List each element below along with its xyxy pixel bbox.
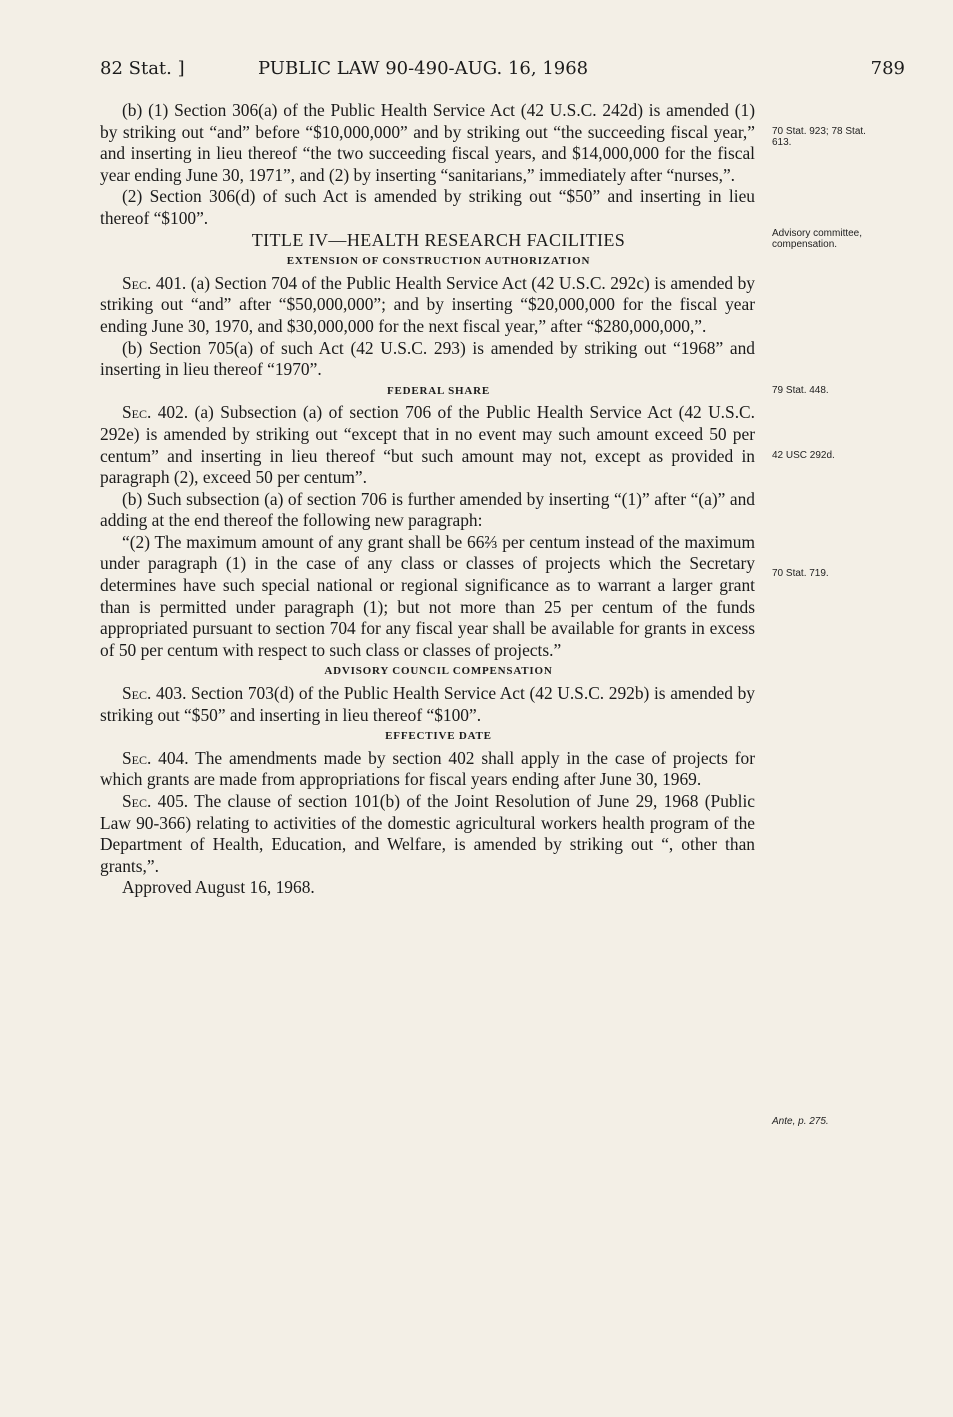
caption-extension: EXTENSION OF CONSTRUCTION AUTHORIZATION [286,255,591,268]
caption-federal-share: FEDERAL SHARE [386,384,490,397]
law-title: PUBLIC LAW 90-490-AUG. 16, 1968 [258,58,589,79]
section-402-quote: “(2) The maximum amount of any grant shall be 66⅔ per centum instead of the maximum under paragraph (1) in the case of any class or classes of projects which the Secretary determines have such special national or regional significance as to warrant a larger grant than is permitted under paragraph (1); but not more than 25 per centum of the funds appropriated pursuant to section 704 for any fiscal year shall be available for grants in excess of 50 per centum with respect to such class or classes of projects.” [100,531,755,660]
section-402-text: (a) Subsection (a) of section 706 of the Public Health Service Act (42 U.S.C. 292e) is amended by striking out “except that in no event may such amount exceed 50 per centum” and inserting in lieu thereof “but such amount may not, except as provided in paragraph (2), exceed 50 per centum”. [100,402,755,488]
section-404-label: Sec. 404. [122,747,189,768]
paragraph-2: (2) Section 306(d) of such Act is amended by striking out “$50” and inserting in lieu thereof “$100”. [100,186,755,228]
section-401-label: Sec. 401. [122,272,187,293]
margin-note-stat-923: 70 Stat. 923; 78 Stat. 613. [772,126,866,148]
section-402-label: Sec. 402. [122,402,189,423]
section-405 [100,791,755,877]
margin-note-ante: Ante, p. 275. [772,1116,829,1127]
section-401-b: (b) Section 705(a) of such Act (42 U.S.C. 293) is amended by striking out “1968” and inserting in lieu thereof “1970”. [100,337,755,380]
caption-advisory: ADVISORY COUNCIL COMPENSATION [324,665,553,678]
paragraph-b1: (b) (1) Section 306(a) of the Public Health Service Act (42 U.S.C. 242d) is amended (1) by striking out “and” before “$10,000,000” and by striking out “the succeeding fiscal year,” and inserting in lieu thereof “the two succeeding fiscal years, and $14,000,000 for the fiscal year ending June 30, 1971”, and (2) by inserting “sanitarians,” immediately after “nurses,”. [100,100,755,185]
section-405-text: The clause of section 101(b) of the Joint Resolution of June 29, 1968 (Public Law 90-366) relating to activities of the domestic agricultural workers health program of the Department of Health, Education, and Welfare, is amended by striking out “, other than grants,”. [100,791,756,876]
section-404 [100,748,755,791]
section-403 [100,683,755,726]
title-iv-heading: TITLE IV—HEALTH RESEARCH FACILITIES [251,229,626,250]
section-402 [100,402,755,488]
running-header [100,58,905,84]
section-405-label: Sec. 405. [122,791,189,811]
margin-note-stat-448: 79 Stat. 448. [772,385,829,396]
stat-reference: 82 Stat. ] [100,58,185,79]
section-402-b: (b) Such subsection (a) of section 706 is further amended by inserting “(1)” after “(a)” and adding at the end thereof the following new paragraph: [100,488,755,531]
margin-note-advisory: Advisory committee, compensation. [772,228,863,250]
margin-note-stat-719: 70 Stat. 719. [772,568,829,579]
margin-note-usc-292d: 42 USC 292d. [772,450,835,461]
section-401-text: (a) Section 704 of the Public Health Service Act (42 U.S.C. 292c) is amended by striking out “and” after “$50,000,000”; and by inserting “$20,000,000 for the fiscal year ending June 30, 1970, and $30,000,000 for the next fiscal year,” after “$280,000,000,”. [100,272,755,336]
section-404-text: The amendments made by section 402 shall apply in the case of projects for which grants are made from appropriations for fiscal years ending after June 30, 1969. [100,747,756,790]
body-text [100,100,755,899]
section-403-text: Section 703(d) of the Public Health Service Act (42 U.S.C. 292b) is amended by striking out “$50” and inserting in lieu thereof “$100”. [100,683,755,725]
section-403-label: Sec. 403. [122,683,187,704]
page-number: 789 [870,58,905,79]
approved-date: Approved August 16, 1968. [122,877,315,898]
section-401 [100,273,755,338]
caption-effective-date: EFFECTIVE DATE [385,730,492,743]
